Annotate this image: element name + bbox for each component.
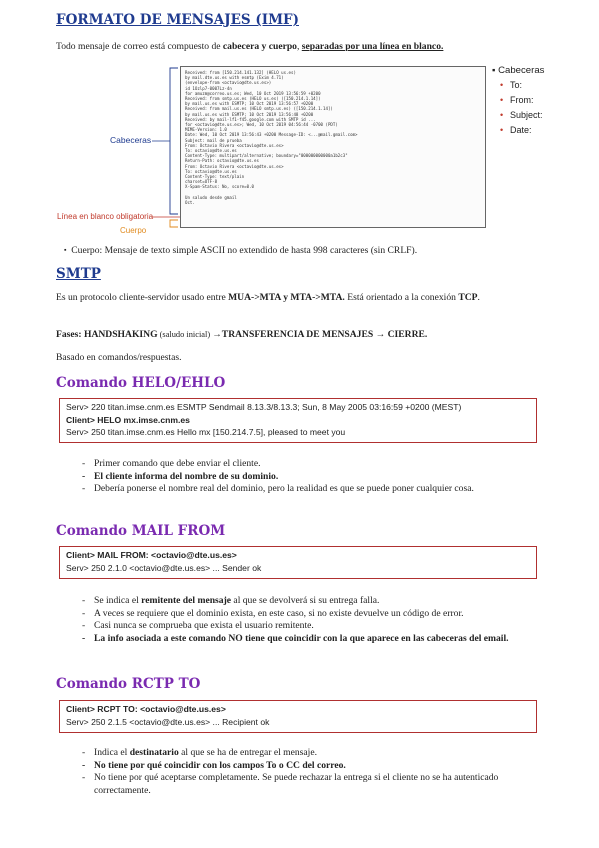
email-header-figure	[180, 66, 486, 228]
imf-intro-sep: ,	[296, 41, 302, 52]
smtp-intro-bold-1: MUA->MTA y MTA->MTA.	[228, 292, 345, 303]
raw-header-line: id 1Ozlp7-0007Lz-4n	[185, 85, 232, 91]
smtp-heading: SMTP	[56, 266, 101, 282]
smtp-intro-text-2: Está orientado a la conexión	[344, 292, 459, 303]
helo-line-2: Client> HELO mx.imse.cnm.es	[66, 414, 190, 425]
rcpt-to-bullet-2: - No tiene por qué coincidir con los campos To o CC del correo.	[82, 760, 548, 773]
helo-dialog-box	[59, 398, 537, 443]
rcpt-to-bullet-1-post: al que se ha de entregar el mensaje.	[178, 747, 317, 758]
rcpt-to-heading: Comando RCTP TO	[56, 676, 201, 692]
header-field-from: • From:	[492, 93, 544, 108]
raw-header-line: Content-Type: multipart/alternative; boundary="000000000000a1b2c3"	[185, 153, 348, 159]
raw-header-line: Received: from [150.214.141.132] (HELO us.es)	[185, 70, 296, 75]
imf-heading: FORMATO DE MENSAJES (IMF)	[56, 12, 299, 28]
header-fields-title: ▪ Cabeceras	[492, 65, 545, 76]
label-linea-blanco: Línea en blanco obligatoria	[57, 212, 154, 221]
smtp-basis: Basado en comandos/respuestas.	[56, 352, 182, 363]
helo-bullet-2: - El cliente informa del nombre de su dominio.	[82, 471, 548, 484]
mail-from-line-2: Serv> 250 2.1.0 <octavio@dte.us.es> ... Sender ok	[66, 562, 262, 573]
raw-header-line: MIME-Version: 1.0	[185, 127, 227, 133]
raw-header-line: From: Octavio Rivera <octavio@dte.us.es>	[185, 163, 284, 169]
rcpt-to-bullet-1-bold: destinatario	[129, 747, 179, 758]
raw-header-line: Date: Wed, 10 Oct 2019 13:56:43 +0200 Message-ID: <...@mail.gmail.com>	[185, 132, 358, 138]
imf-intro-bold: cabecera y cuerpo	[222, 41, 297, 52]
helo-line-3: Serv> 250 titan.imse.cnm.es Hello mx [150.214.7.5], pleased to meet you	[66, 427, 346, 437]
smtp-intro	[56, 291, 556, 304]
imf-intro-text: Todo mensaje de correo está compuesto de	[56, 41, 223, 52]
rcpt-to-bullet-3: - No tiene por qué aceptarse completamente. Se puede rechazar la entrega si el cliente no se ha autenticado correctamente.	[82, 772, 548, 797]
label-cuerpo: Cuerpo	[120, 226, 147, 235]
mail-from-bullets	[82, 595, 548, 645]
raw-header-line: To: octavio@dte.us.es	[185, 148, 237, 154]
imf-body-bullet	[64, 244, 584, 258]
raw-header-line: by mail.us.es with ESMTP; 10 Oct 2019 13:56:57 +0200	[185, 101, 314, 107]
mail-from-bullet-4: - La info asociada a este comando NO tiene que coincidir con la que aparece en las cabeceras del email.	[82, 633, 548, 646]
raw-header-line: Received: from mail.us.es (HELO smtp.us.es) ([150.214.1.14])	[185, 106, 333, 112]
helo-bullet-1: - Primer comando que debe enviar el cliente.	[82, 458, 548, 471]
mail-from-bullet-1-pre: Se indica el	[94, 595, 142, 606]
rcpt-to-bullet-1	[82, 747, 548, 760]
smtp-phases-note: (saludo inicial)	[157, 330, 213, 339]
header-field-subject: • Subject:	[492, 108, 544, 123]
raw-header-line: by mail.us.es with ESMTP; 10 Oct 2019 13:56:48 +0200	[185, 111, 314, 117]
raw-header-line: for amuzm@correo.us.es; Wed, 10 Oct 2019 13:56:59 +0200	[185, 90, 321, 96]
mail-from-dialog-box	[59, 546, 537, 579]
raw-header-line: Content-Type: text/plain	[185, 174, 245, 180]
helo-heading: Comando HELO/EHLO	[56, 375, 226, 391]
raw-header-line: by mail.dte.us.es with esmtp (Exim 4.71)	[185, 75, 284, 81]
helo-bullets	[82, 458, 548, 496]
rcpt-to-bullets	[82, 747, 548, 797]
raw-header-line: charset=UTF-8	[185, 179, 218, 185]
smtp-phases-label: Fases:	[56, 329, 82, 340]
helo-bullet-3: - Debería ponerse el nombre real del dominio, pero la realidad es que se puede poner cualquier cosa.	[82, 483, 548, 496]
raw-header-line: Received: by mail-lf1-f45.google.com with SMTP id ...	[185, 116, 316, 122]
cuerpo-bracket	[170, 220, 178, 227]
rcpt-to-dialog-box	[59, 700, 537, 733]
smtp-intro-bold-2: TCP	[458, 292, 478, 303]
smtp-phases-handshaking: HANDSHAKING	[81, 329, 158, 340]
smtp-phases-rest: →TRANSFERENCIA DE MENSAJES → CIERRE.	[212, 329, 428, 340]
smtp-intro-text-3: .	[477, 292, 480, 303]
raw-header-line: Received: from smtp.us.es (HELO us.es) ([150.214.1.14])	[185, 96, 321, 102]
raw-header-line: To: octavio@dte.us.es	[185, 168, 237, 174]
raw-header-line: Subject: mail de prueba	[185, 137, 242, 143]
rcpt-to-line-1: Client> RCPT TO: <octavio@dte.us.es>	[66, 704, 226, 714]
rcpt-to-bullet-1-pre: Indica el	[94, 747, 130, 758]
raw-header-line: Un saludo desde gmail	[185, 194, 237, 200]
square-bullet-icon: ▪	[64, 246, 67, 254]
header-fields-list	[492, 64, 544, 138]
cabeceras-bracket	[170, 68, 178, 214]
imf-intro	[56, 40, 556, 53]
label-cabeceras: Cabeceras	[110, 135, 152, 145]
header-field-date: • Date:	[492, 123, 544, 138]
header-field-to: • To:	[492, 78, 544, 93]
raw-header-line: Oct.	[185, 200, 195, 206]
mail-from-bullet-1-bold: remitente del mensaje	[141, 595, 232, 606]
mail-from-line-1: Client> MAIL FROM: <octavio@dte.us.es>	[66, 550, 237, 560]
raw-header-line: From: Octavio Rivera <octavio@dte.us.es>	[185, 142, 284, 148]
raw-header-line: (envelope-from <octavio@dte.us.es>)	[185, 80, 272, 86]
mail-from-bullet-3: - Casi nunca se comprueba que exista el usuario remitente.	[82, 620, 548, 633]
rcpt-to-line-2: Serv> 250 2.1.5 <octavio@dte.us.es> ... Recipient ok	[66, 716, 270, 727]
mail-from-heading: Comando MAIL FROM	[56, 523, 226, 539]
brackets-figure	[150, 66, 182, 228]
helo-line-1: Serv> 220 titan.imse.cnm.es ESMTP Sendmail 8.13.3/8.13.3; Sun, 8 May 2005 03:16:59 +0200 (MEST)	[66, 402, 462, 412]
mail-from-bullet-2: - A veces se requiere que el dominio exista, en este caso, si no existe devuelve un código de error.	[82, 608, 548, 621]
imf-intro-underline: separadas por una línea en blanco.	[301, 41, 444, 52]
smtp-phases	[56, 328, 576, 341]
raw-header-line: X-Spam-Status: No, score=0.0	[185, 184, 255, 190]
smtp-intro-text-1: Es un protocolo cliente-servidor usado entre	[56, 292, 229, 303]
mail-from-bullet-1-post: al que se devolverá si su entrega falla.	[231, 595, 380, 606]
raw-header-line: Return-Path: octavio@dte.us.es	[185, 158, 259, 164]
raw-header-line: for <octavio@dte.us.es>; Wed, 10 Oct 2019 04:56:44 -0700 (PDT)	[185, 122, 338, 128]
header-fields-title-text: Cabeceras	[498, 65, 545, 76]
mail-from-bullet-1	[82, 595, 548, 608]
imf-body-text: Cuerpo: Mensaje de texto simple ASCII no extendido de hasta 998 caracteres (sin CRLF).	[71, 245, 418, 256]
